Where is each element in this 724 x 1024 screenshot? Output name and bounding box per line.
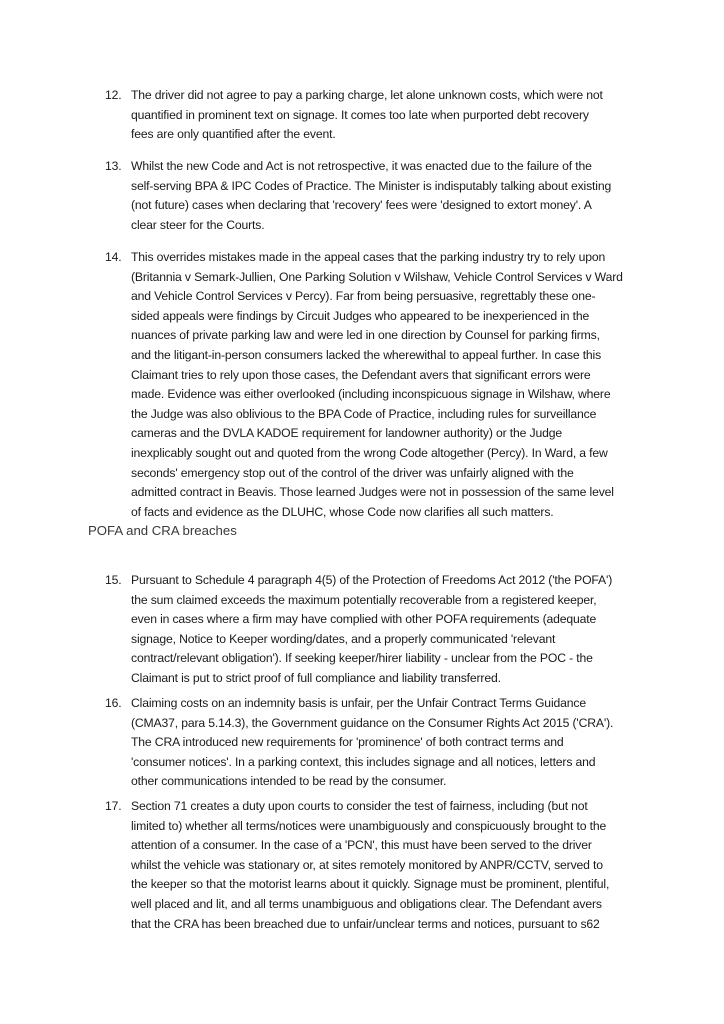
paragraph-line: well placed and lit, and all terms unambiguous and obligations clear. The Defendant avers xyxy=(131,896,602,911)
paragraph-line: the sum claimed exceeds the maximum potentially recoverable from a registered keeper, xyxy=(131,592,597,607)
section-heading: POFA and CRA breaches xyxy=(88,523,237,538)
paragraph-number: 17. xyxy=(105,799,122,813)
paragraph-line: clear steer for the Courts. xyxy=(131,217,265,232)
paragraph-line: nuances of private parking law and were led in one direction by Counsel for parking firms, xyxy=(131,328,600,343)
paragraph-number: 12. xyxy=(105,88,122,102)
paragraph-line: even in cases where a firm may have complied with other POFA requirements (adequate xyxy=(131,612,597,627)
paragraph-line: (CMA37, para 5.14.3), the Government guidance on the Consumer Rights Act 2015 ('CRA'). xyxy=(131,715,614,730)
numbered-paragraph-15 xyxy=(105,571,665,689)
paragraph-line: the Judge was also oblivious to the BPA Code of Practice, including rules for surveillance xyxy=(131,406,597,421)
paragraph-line: cameras and the DVLA KADOE requirement for landowner authority) or the Judge xyxy=(131,426,562,441)
paragraph-line: Whilst the new Code and Act is not retrospective, it was enacted due to the failure of the xyxy=(131,159,592,173)
paragraph-line: Section 71 creates a duty upon courts to consider the test of fairness, including (but not xyxy=(131,799,588,813)
numbered-paragraph-16 xyxy=(105,694,665,792)
paragraph-line: Claimant tries to rely upon those cases, the Defendant avers that significant errors were xyxy=(131,367,591,382)
paragraph-line: sided appeals were findings by Circuit Judges who appeared to be inexperienced in the xyxy=(131,308,590,323)
paragraph-number: 14. xyxy=(105,250,122,264)
paragraph-line: of facts and evidence as the DLUHC, whose Code now clarifies all such matters. xyxy=(131,504,554,519)
paragraph-line: signage, Notice to Keeper wording/dates, and a properly communicated 'relevant xyxy=(131,631,556,646)
paragraph-body xyxy=(131,797,665,934)
paragraph-line: made. Evidence was either overlooked (including inconspicuous signage in Wilshaw, where xyxy=(131,387,611,402)
paragraph-line: fees are only quantified after the event. xyxy=(131,127,336,142)
paragraph-body xyxy=(131,571,665,689)
paragraph-line: seconds' emergency stop out of the control of the driver was unfairly aligned with the xyxy=(131,465,574,480)
paragraph-line: limited to) whether all terms/notices were unambiguously and conspicuously brought to the xyxy=(131,818,607,833)
paragraph-line: The driver did not agree to pay a parking charge, let alone unknown costs, which were not xyxy=(131,88,603,102)
paragraph-line: the keeper so that the motorist learns about it quickly. Signage must be prominent, plentiful, xyxy=(131,877,610,892)
paragraph-number: 13. xyxy=(105,159,122,173)
numbered-paragraph-12 xyxy=(105,86,665,145)
paragraph-number: 16. xyxy=(105,696,122,710)
paragraph-line: This overrides mistakes made in the appeal cases that the parking industry try to rely upon xyxy=(131,250,606,264)
paragraph-line: and the litigant-in-person consumers lacked the wherewithal to appeal further. In case this xyxy=(131,347,602,362)
paragraph-line: 'consumer notices'. In a parking context, this includes signage and all notices, letters and xyxy=(131,754,596,769)
paragraph-body xyxy=(131,694,665,792)
paragraph-line: contract/relevant obligation'). If seeking keeper/hirer liability - unclear from the POC - the xyxy=(131,651,593,666)
paragraph-body xyxy=(131,157,665,235)
paragraph-line: quantified in prominent text on signage. It comes too late when purported debt recovery xyxy=(131,107,589,122)
numbered-paragraph-17 xyxy=(105,797,665,934)
paragraph-line: whilst the vehicle was stationary or, at sites remotely monitored by ANPR/CCTV, served to xyxy=(131,857,603,872)
paragraph-line: (Britannia v Semark-Jullien, One Parking Solution v Wilshaw, Vehicle Control Services v Ward xyxy=(131,269,623,284)
paragraph-line: admitted contract in Beavis. Those learned Judges were not in possession of the same level xyxy=(131,485,614,500)
paragraph-body xyxy=(131,86,665,145)
paragraph-line: self-serving BPA & IPC Codes of Practice. The Minister is indisputably talking about existing xyxy=(131,178,612,193)
paragraph-line: other communications intended to be read by the consumer. xyxy=(131,774,447,789)
paragraph-line: that the CRA has been breached due to unfair/unclear terms and notices, pursuant to s62 xyxy=(131,916,600,931)
numbered-paragraph-13 xyxy=(105,157,665,235)
paragraph-line: inexplicably sought out and quoted from the wrong Code altogether (Percy). In Ward, a few xyxy=(131,445,608,460)
paragraph-line: Pursuant to Schedule 4 paragraph 4(5) of the Protection of Freedoms Act 2012 ('the POFA') xyxy=(131,573,613,587)
paragraph-number: 15. xyxy=(105,573,122,587)
paragraph-body xyxy=(131,248,665,522)
paragraph-line: Claimant is put to strict proof of full compliance and liability transferred. xyxy=(131,670,501,685)
paragraph-line: The CRA introduced new requirements for 'prominence' of both contract terms and xyxy=(131,735,564,750)
paragraph-line: attention of a consumer. In the case of a 'PCN', this must have been served to the driver xyxy=(131,838,592,853)
paragraph-line: and Vehicle Control Services v Percy). Far from being persuasive, regrettably these one- xyxy=(131,289,596,304)
paragraph-line: (not future) cases when declaring that 'recovery' fees were 'designed to extort money'. A xyxy=(131,198,592,213)
numbered-paragraph-14 xyxy=(105,248,665,522)
paragraph-line: Claiming costs on an indemnity basis is unfair, per the Unfair Contract Terms Guidance xyxy=(131,696,586,710)
